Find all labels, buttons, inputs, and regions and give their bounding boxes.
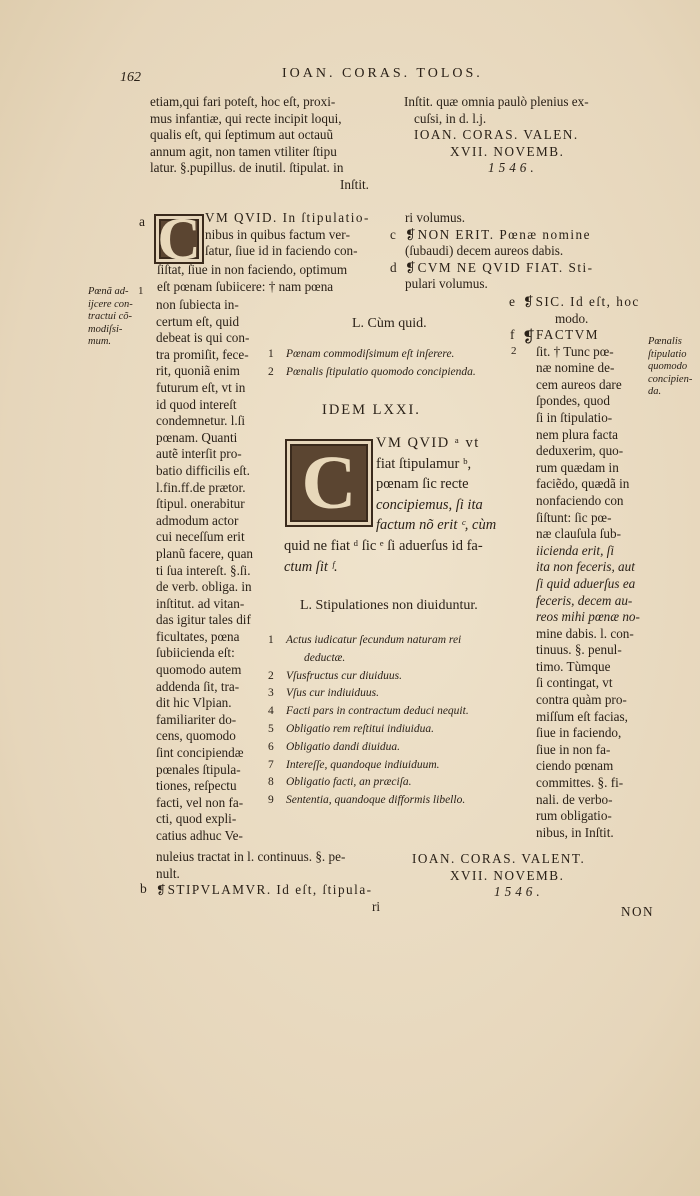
law-line: ctum ſit ᶠ. (284, 558, 338, 575)
top-left-block (150, 94, 369, 194)
section-title: IDEM LXXI. (322, 402, 421, 418)
text-line: etiam,qui fari poteſt, hoc eſt, proxi‑ (150, 94, 336, 109)
text-line: ſatur, ſiue id in faciendo con‑ (205, 243, 358, 259)
law-heading (352, 316, 427, 332)
decorated-initial (285, 439, 373, 527)
law-heading: L. Stipulationes non diuiduntur. (300, 598, 478, 613)
text-line: ri volumus. (405, 210, 466, 225)
text-line: ficultates, pœna (156, 628, 240, 644)
text-line: cens, quomodo (156, 728, 236, 744)
page-number: 162 (120, 70, 141, 85)
summary-list (268, 346, 476, 382)
text-line: mus infantiæ, qui recte incipit loqui, (150, 110, 342, 126)
text-line: cem aureos dare (536, 376, 622, 392)
text-line: rum obligatio‑ (536, 808, 612, 824)
summary-text: Obligatio facti, an præciſa. (286, 776, 412, 789)
summary-number: 1 (268, 634, 274, 646)
text-line: ciendo pœnam (536, 758, 614, 774)
text-line: non ſubiecta in‑ (156, 297, 239, 312)
margin-note-right (648, 336, 692, 399)
text-line: de verb. obliga. in (156, 579, 252, 595)
text-line: autẽ interſit pro‑ (156, 446, 242, 462)
text-line: certum eſt, quid (156, 313, 240, 329)
summary-text: Facti pars in contractum deduci nequit. (286, 705, 469, 718)
summary-text: deductæ. (304, 651, 346, 664)
note-letter: d (390, 259, 399, 275)
summary-number: 2 (268, 365, 274, 378)
margin-marker: 1 (138, 285, 144, 297)
summary-item (268, 685, 469, 703)
text-line: mine dabis. l. con‑ (536, 625, 634, 641)
text-line: ſi in ſtipulatio‑ (536, 409, 613, 425)
note-text: NON ERIT. Pœnæ nomine (417, 226, 591, 242)
text-line: ſi contingat, vt (536, 675, 613, 691)
text-line: contra quàm pro‑ (536, 692, 627, 708)
text-line: ita non feceris, aut (536, 559, 635, 575)
initial-letter: C (301, 440, 357, 525)
text-line: ſiſtat, ſiue in non faciendo, optimum (157, 262, 348, 277)
signature-date: XVII. NOVEMB. (450, 143, 565, 159)
text-line: nibus, in Inſtit. (536, 824, 614, 840)
text-line: nult. (156, 865, 180, 881)
text-line: rit, quoniã enim (156, 363, 240, 379)
summary-number: 6 (268, 740, 274, 753)
note-b (156, 882, 373, 899)
text-line: batio difficilis eſt. (156, 462, 250, 478)
initial-letter: C (157, 205, 201, 272)
paragraph-mark: ❡ (522, 329, 536, 346)
bottom-left-block (156, 849, 345, 882)
summary-number: 7 (268, 758, 274, 771)
law-line: VM QVID ᵃ vt (376, 435, 480, 451)
summary-number: 3 (268, 687, 274, 700)
commentary-lines (205, 210, 370, 260)
summary-item (268, 650, 469, 668)
signature-name: IOAN. CORAS. VALEN. (414, 127, 579, 143)
text-line: nali. de verbo‑ (536, 791, 613, 807)
note-text: SIC. Id eſt, hoc (535, 294, 640, 309)
note-b-end: ri (372, 899, 381, 914)
summary-text: Actus iudicatur ſecundum naturam rei (286, 634, 462, 646)
margin-marker: 2 (511, 345, 517, 357)
text-line: ſiue in faciendo, (536, 725, 622, 741)
margin-line: ijcere con‑ (88, 298, 133, 310)
left-column (156, 297, 253, 845)
text-line: committes. §. fi‑ (536, 775, 624, 791)
law-line: factum nõ erit ᶜ, cùm (376, 517, 497, 533)
margin-line: Pœnalis (648, 336, 682, 347)
summary-text: Intereſſe, quandoque indiuiduum. (286, 758, 440, 771)
text-line: FACTVM (536, 327, 599, 342)
summary-text: Vſus cur indiuiduus. (286, 687, 379, 700)
text-line: nibus in quibus factum ver‑ (205, 226, 351, 242)
law-line: quid ne fiat ᵈ ſic ᵉ ſi aduerſus id fa‑ (284, 538, 483, 554)
text-line: ſiſtunt: ſic pœ‑ (536, 509, 612, 525)
text-line: næ clauſula ſub‑ (536, 526, 621, 542)
text-line: facti, vel non fa‑ (156, 794, 244, 810)
summary-item (268, 757, 469, 775)
paragraph-mark: ❡ (405, 259, 418, 275)
summary-text: Obligatio dandi diuidua. (286, 740, 401, 753)
law-text-lines (376, 433, 496, 536)
note-b-text: STIPVLAMVR. Id eſt, ſtipula‑ (167, 882, 373, 897)
paragraph-mark: ❡ (523, 294, 536, 309)
summary-item (268, 739, 469, 757)
text-line: tra promiſit, fece‑ (156, 346, 249, 362)
summary-list (268, 632, 469, 810)
paragraph-mark: ❡ (405, 226, 418, 242)
signature-year: 1546. (488, 160, 538, 176)
text-line: nuleius tractat in l. continuus. §. pe‑ (156, 849, 346, 864)
text-line: dit hic Vlpian. (156, 695, 232, 711)
summary-item (268, 792, 469, 810)
margin-line: quomodo (648, 361, 688, 372)
text-line: familiariter do‑ (156, 711, 237, 727)
text-line: ſiue in non fa‑ (536, 741, 611, 757)
text-line: iicienda erit, ſi (536, 542, 615, 558)
decorated-initial (154, 205, 204, 272)
text-line: admodum actor (156, 512, 239, 528)
text-line: futurum eſt, vt in (156, 379, 246, 395)
text-line: Inſtit. quæ omnia paulò plenius ex‑ (404, 94, 589, 109)
signature-date: XVII. NOVEMB. (450, 867, 565, 883)
note-letter-a: a (139, 214, 145, 229)
text-line: ſpondes, quod (536, 393, 610, 409)
summary-item (268, 721, 469, 739)
law-heading-text: L. Cùm quid. (352, 316, 427, 331)
text-line: timo. Tùmque (536, 658, 611, 674)
text-line: latur. §.pupillus. de inutil. ſtipulat. in (150, 160, 344, 176)
text-line: pulari volumus. (405, 276, 488, 292)
signature-year: 1546. (494, 884, 544, 900)
text-line: ſtipul. onerabitur (156, 496, 245, 512)
note-letter-e: e (509, 294, 515, 309)
margin-line: modiſsi‑ (88, 323, 123, 335)
summary-item (268, 632, 469, 650)
summary-number: 2 (268, 669, 274, 682)
text-line: ti ſua intereſt. §.ſi. (156, 562, 251, 578)
note-letter: c (390, 226, 398, 242)
margin-line: ſtipulatio (648, 348, 687, 360)
text-line: (ſubaudi) decem aureos dabis. (405, 243, 564, 259)
margin-line: Pœnã ad‑ (88, 286, 129, 297)
text-line: catius adhuc Ve‑ (156, 828, 243, 843)
summary-text: Pœnalis ſtipulatio quomodo concipienda. (286, 365, 476, 378)
text-line: ſint concipiendæ (156, 745, 244, 761)
text-line: ſubiicienda eſt: (156, 645, 235, 661)
text-line: cuſsi, in d. l.j. (414, 110, 487, 126)
text-line: planũ facere, quan (156, 545, 254, 561)
summary-number: 9 (268, 794, 274, 807)
summary-item (268, 774, 469, 792)
text-line: eſt pœnam ſubiicere: † nam pœna (157, 278, 334, 294)
catchword: NON (621, 904, 655, 919)
text-line: faciẽdo, quædã in (536, 476, 630, 492)
text-line: inſtitut. ad vitan‑ (156, 595, 245, 611)
text-line: pœnam. Quanti (156, 429, 238, 445)
summary-number: 5 (268, 722, 274, 735)
text-line: ſit. † Tunc pœ‑ (536, 343, 614, 359)
summary-text: Obligatio rem reſtitui indiuidua. (286, 722, 435, 735)
top-right-block (404, 94, 589, 177)
text-line: reos mihi pœnæ no‑ (536, 609, 640, 625)
note-e (523, 294, 640, 327)
text-line: rum quædam in (536, 459, 619, 475)
text-line: tiones, reſpectu (156, 778, 237, 794)
text-line: id quod intereſt (156, 396, 237, 412)
summary-item (268, 703, 469, 721)
summary-item (268, 668, 469, 686)
text-line: feceris, decem au‑ (536, 592, 633, 608)
margin-line: concipien‑ (648, 373, 693, 385)
right-column (522, 327, 640, 841)
text-line: das igitur tales dif (156, 612, 251, 628)
text-line: quomodo autem (156, 662, 242, 678)
text-line: qualis eſt, qui ſeptimum aut octauũ (150, 127, 334, 143)
summary-number: 4 (268, 705, 274, 718)
text-line: miſſum eſt facias, (536, 708, 628, 724)
text-line: VM QVID. In ſtipulatio‑ (205, 210, 370, 225)
commentary-lines (157, 262, 347, 295)
margin-line: da. (648, 386, 662, 397)
paragraph-mark: ❡ (156, 883, 168, 897)
note-letter-f: f (510, 327, 515, 342)
note-text: modo. (555, 310, 589, 326)
text-line: addenda ſit, tra‑ (156, 678, 240, 694)
summary-number: 1 (268, 348, 274, 360)
text-line: annum agit, non tamen vtiliter ſtipu (150, 143, 337, 159)
text-line: tinuus. §. penul‑ (536, 642, 622, 658)
text-line: condemnetur. l.ſi (156, 413, 245, 429)
law-line: concipiemus, ſi ita (376, 496, 483, 513)
law-text-lines (284, 536, 483, 577)
text-line: cui neceſſum erit (156, 529, 245, 545)
margin-line: tractui cõ‑ (88, 311, 133, 322)
text-line: ſi quid aduerſus ea (536, 575, 636, 591)
summary-text: Pœnam commodiſsimum eſt inſerere. (286, 348, 455, 360)
text-line: Inſtit. (340, 176, 369, 192)
note-text: CVM NE QVID FIAT. Sti‑ (417, 259, 594, 275)
margin-line: mum. (88, 336, 112, 347)
text-line: nonfaciendo con (536, 492, 624, 508)
summary-text: Sententia, quandoque difformis libello. (286, 794, 466, 807)
text-line: pœnales ſtipula‑ (156, 761, 241, 777)
text-line: cti, quod expli‑ (156, 811, 237, 827)
summary-text: Vſusfructus cur diuiduus. (286, 669, 402, 682)
running-title: IOAN. CORAS. TOLOS. (282, 66, 483, 81)
text-line: næ nomine de‑ (536, 360, 615, 376)
law-line: pœnam ſic recte (376, 476, 469, 492)
signature-name: IOAN. CORAS. VALENT. (412, 851, 586, 866)
summary-number: 8 (268, 776, 274, 789)
middle-notes (390, 210, 594, 293)
note-letter-b: b (140, 881, 147, 896)
text-line: nem plura facta (536, 426, 619, 442)
text-line: debeat is qui con‑ (156, 330, 250, 346)
law-line: fiat ſtipulamur ᵇ, (376, 455, 472, 472)
margin-note-left (88, 286, 133, 349)
text-line: deduxerim, quo‑ (536, 443, 624, 459)
signature-block (412, 851, 585, 901)
text-line: l.fin.ff.de prætor. (156, 479, 246, 495)
